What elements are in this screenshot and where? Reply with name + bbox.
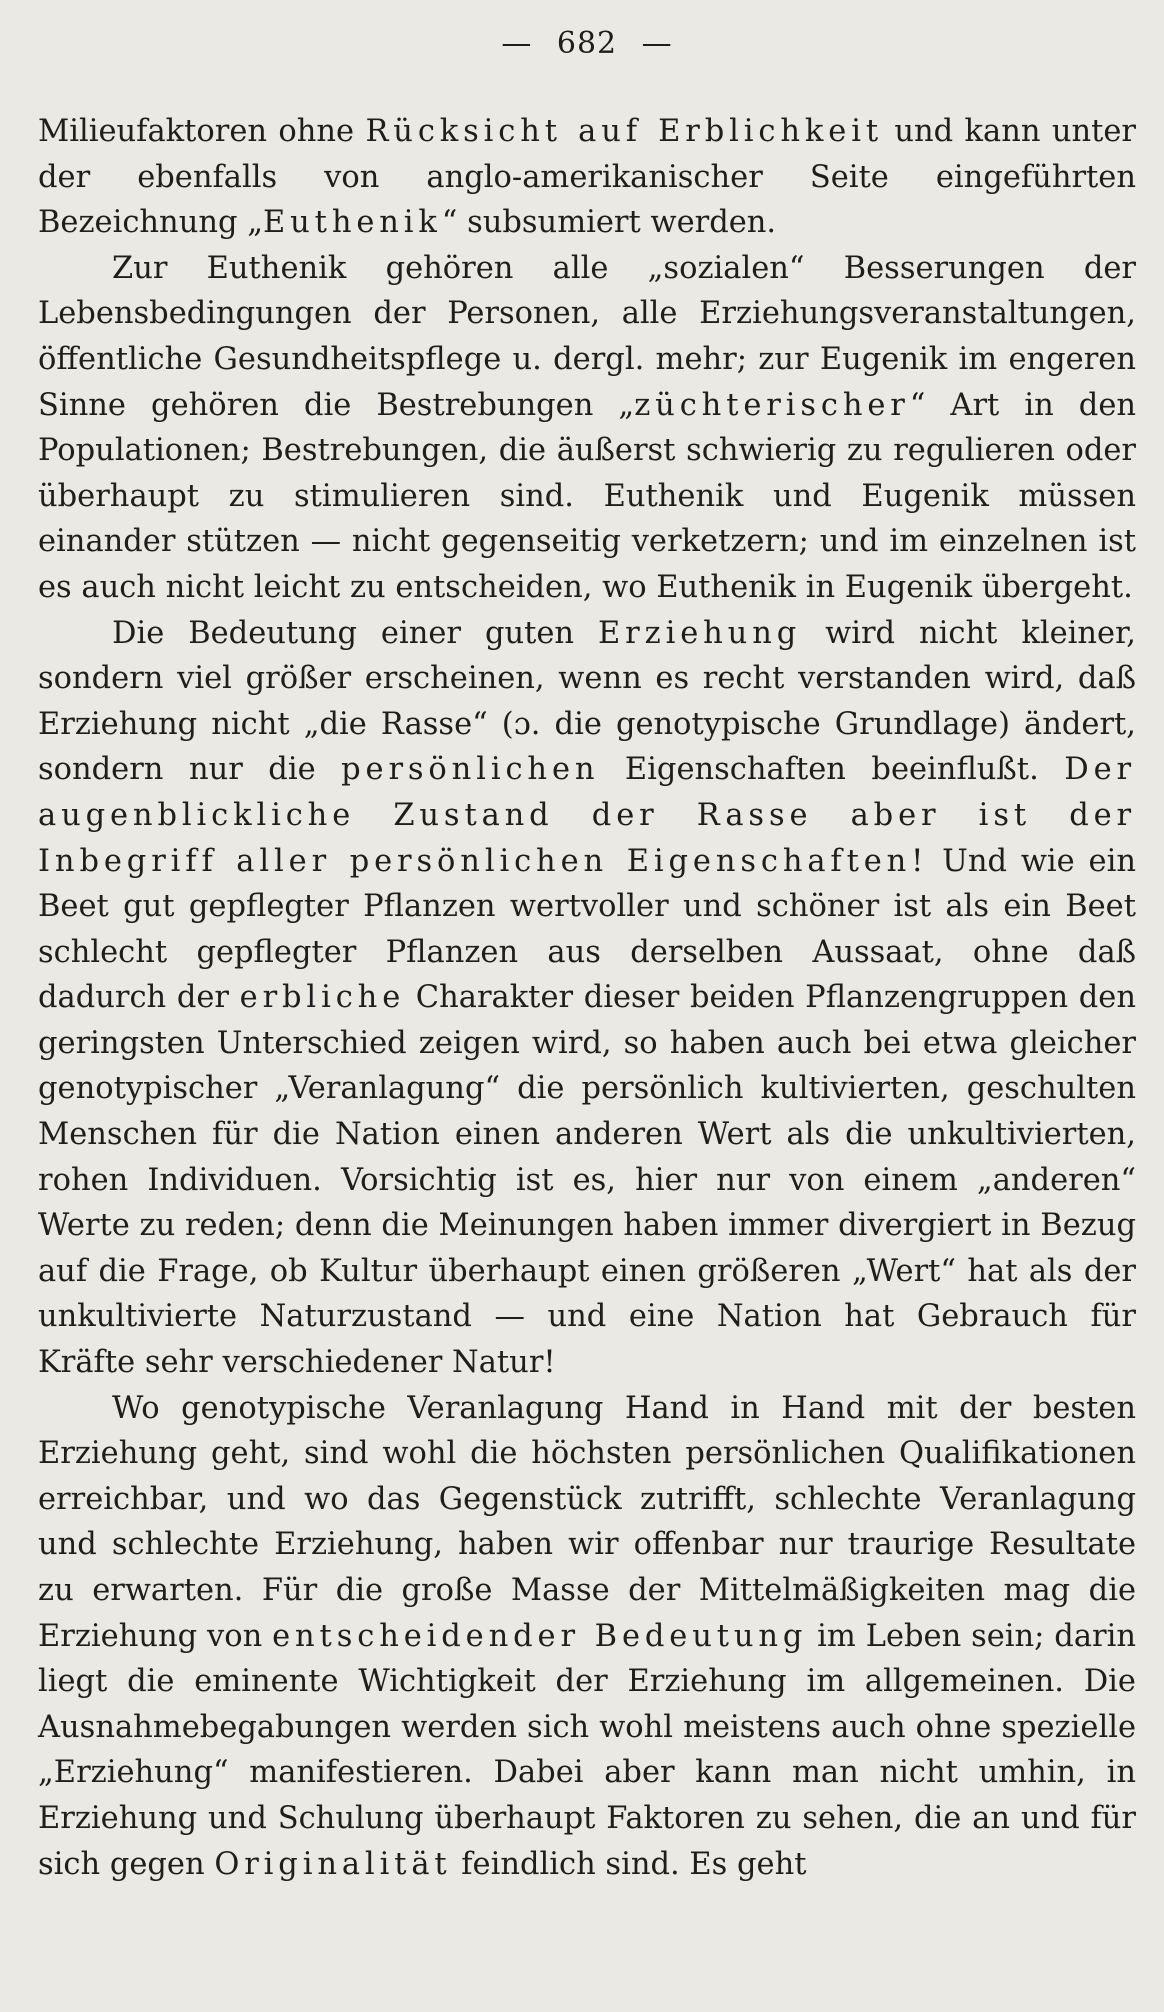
text-segment: “ Art in den Populationen; Bestrebungen, die äußerst schwierig zu regulieren oder überhaupt zu stimulieren sind. Euthenik und Eugenik müssen einander stützen — nicht gegenseitig verketzern; und im einzelnen ist es auch nicht leicht zu entscheiden, wo Euthenik in Eugenik übergeht. [38, 387, 1137, 605]
text-segment: Zur Euthenik gehören alle „sozialen“ Besserungen der Lebensbedingungen der Personen, alle Erziehungsveranstaltungen, öffentliche Gesundheitspflege u. dergl. mehr; zur Eugenik im engeren Sinne gehören die Bestrebungen „ [38, 250, 1136, 423]
spaced-emphasis-text: Der augenblickliche Zustand der Rasse aber ist der Inbegriff aller persönlichen Eigenschaften! [38, 752, 1136, 879]
spaced-emphasis-text: persönlichen [341, 752, 600, 788]
text-segment: Die Bedeutung einer guten [112, 615, 599, 651]
text-segment: feindlich sind. Es geht [451, 1846, 807, 1882]
spaced-emphasis-text: Euthenik [263, 205, 442, 241]
text-segment: wird nicht kleiner, sondern viel größer erscheinen, wenn es recht verstanden wird, daß Erziehung nicht „die Rasse“ (ɔ. die genotypische Grundlage) ändert, sondern nur die [38, 615, 1136, 788]
text-segment: Wo genotypische Veranlagung Hand in Hand mit der besten Erziehung geht, sind wohl die höchsten persönlichen Qualifikationen erreichbar, und wo das Gegenstück zutrifft, schlechte Veranlagung und schlechte Erziehung, haben wir offenbar nur traurige Resultate zu erwarten. Für die große Masse der Mittelmäßigkeiten mag die Erziehung von [38, 1390, 1136, 1654]
spaced-emphasis-text: entscheidender Bedeutung [272, 1618, 808, 1654]
spaced-emphasis-text: Erziehung [598, 615, 802, 651]
page-number: — 682 — [501, 26, 673, 61]
text-segment: Charakter dieser beiden Pflanzengruppen den geringsten Unterschied zeigen wird, so haben auch bei etwa gleicher genotypischer „Veranlagung“ die persönlich kultivierten, geschulten Menschen für die Nation einen anderen Wert als die unkultivierten, rohen Individuen. Vorsichtig ist es, hier nur von einem „anderen“ Werte zu reden; denn die Meinungen haben immer divergiert in Bezug auf die Frage, ob Kultur überhaupt einen größeren „Wert“ hat als der unkultivierte Naturzustand — und eine Nation hat Gebrauch für Kräfte sehr verschiedener Natur! [38, 980, 1136, 1381]
paragraph [38, 1386, 1136, 1888]
text-segment: “ subsumiert werden. [441, 205, 777, 241]
text-segment: und kann unter der ebenfalls von anglo-amerikanischer Seite eingeführten Bezeichnung „ [38, 114, 1137, 241]
paragraph [38, 611, 1136, 1386]
body-text [38, 109, 1136, 1887]
text-segment: Milieufaktoren ohne [38, 114, 366, 149]
spaced-emphasis-text: Originalität [214, 1846, 452, 1882]
paragraph [38, 109, 1136, 246]
spaced-emphasis-text: züchterischer [634, 387, 910, 423]
text-segment: Eigenschaften beeinflußt. [599, 752, 1065, 788]
text-segment: Und wie ein Beet gut gepflegter Pflanzen wertvoller und schöner ist als ein Beet schlecht gepflegter Pflanzen aus derselben Aussaat, ohne daß dadurch der [38, 843, 1136, 1016]
spaced-emphasis-text: Rücksicht auf Erblichkeit [365, 114, 883, 149]
text-segment: im Leben sein; darin liegt die eminente Wichtigkeit der Erziehung im allgemeinen. Die Ausnahmebegabungen werden sich wohl meistens auch ohne spezielle „Erziehung“ manifestieren. Dabei aber kann man nicht umhin, in Erziehung und Schulung überhaupt Faktoren zu sehen, die an und für sich gegen [38, 1618, 1136, 1882]
spaced-emphasis-text: erbliche [239, 980, 406, 1016]
paragraph [38, 246, 1136, 611]
